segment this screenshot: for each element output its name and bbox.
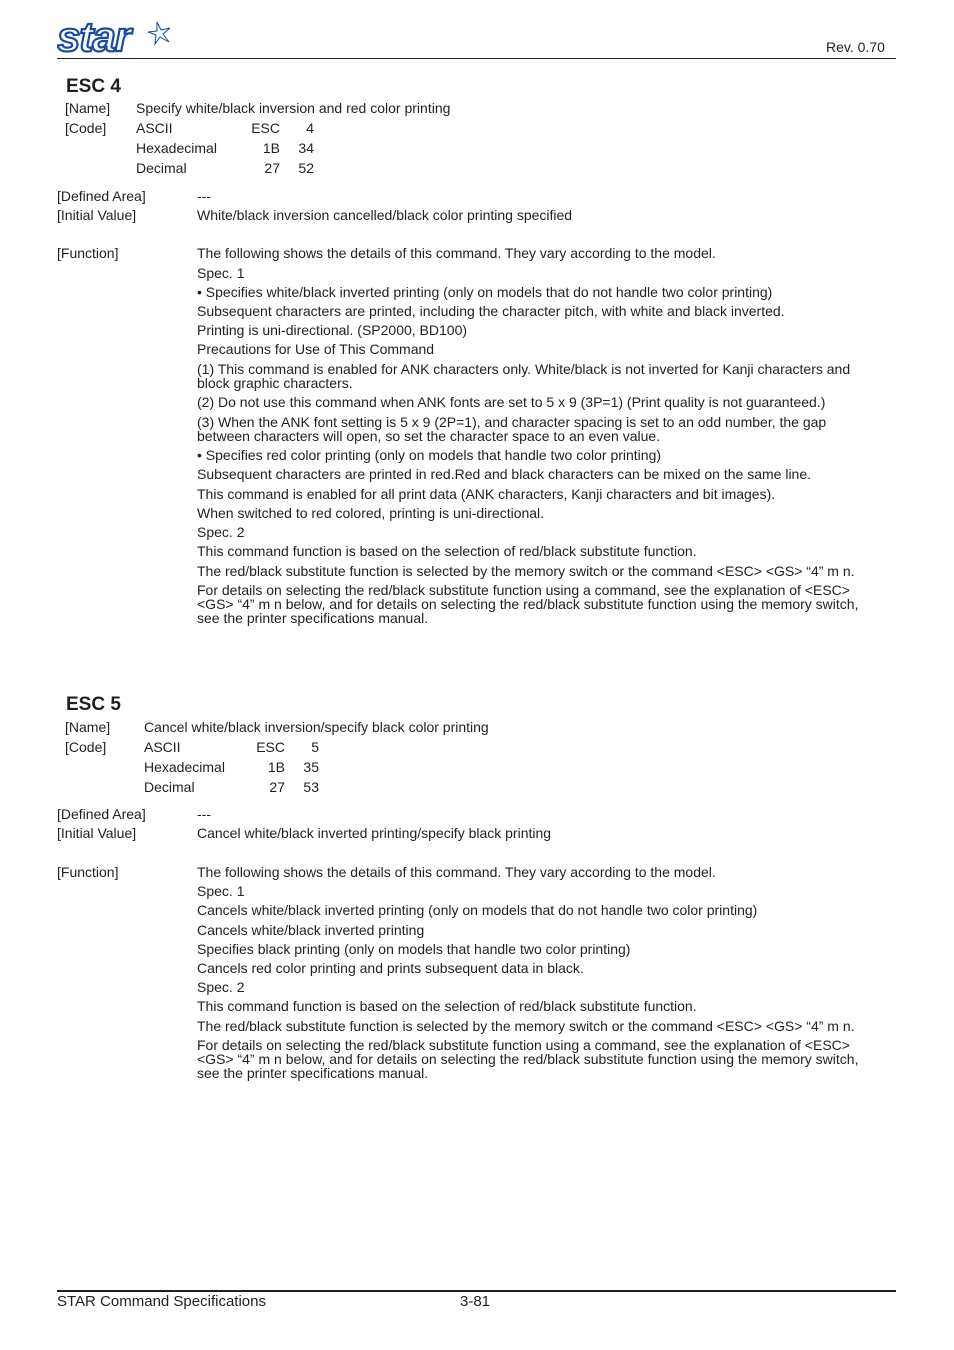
esc5-code-ascii-label: ASCII [144,739,181,755]
esc5-defined-area-value: --- [197,806,211,822]
esc5-code-dec-c1: 27 [269,779,285,795]
esc4-function-line: Subsequent characters are printed in red.Red and black characters can be mixed on the same line. [197,466,812,482]
esc5-function-line: Cancels red color printing and prints subsequent data in black. [197,960,584,976]
header-rule [57,58,896,59]
esc4-code-hex-c1: 1B [262,140,280,156]
esc4-title: ESC 4 [66,76,121,97]
revision: Rev. 0.70 [826,39,885,55]
esc4-function-label: [Function] [57,245,119,261]
esc5-code-dec-c2: 53 [303,779,319,795]
esc5-code-label: [Code] [65,739,107,755]
esc4-name-value: Specify white/black inversion and red color printing [136,100,451,116]
star-logo-text: star [57,18,131,56]
esc5-function-line: Cancels white/black inverted printing (only on models that do not handle two color printing) [197,902,758,918]
star-logo-sparkle-icon [148,22,170,44]
esc5-code-ascii-c2: 5 [311,739,319,755]
esc4-code-label: [Code] [65,120,107,136]
esc4-function-line: • Specifies white/black inverted printing (only on models that do not handle two color printing) [197,284,773,300]
esc5-initial-value-value: Cancel white/black inverted printing/specify black printing [197,825,552,841]
star-logo [57,18,175,56]
esc5-initial-value-label: [Initial Value] [57,825,137,841]
esc4-function-line: (1) This command is enabled for ANK characters only. White/black is not inverted for Kanji characters and block graphic characters. [197,361,851,391]
esc4-defined-area-label: [Defined Area] [57,188,146,204]
esc4-initial-value-label: [Initial Value] [57,207,137,223]
esc5-function-label: [Function] [57,864,119,880]
esc4-defined-area-value: --- [197,188,211,204]
esc4-function-line: Spec. 2 [197,524,245,540]
footer-rule [57,1290,896,1292]
esc4-code-ascii-label: ASCII [136,120,173,136]
esc4-function-line: (3) When the ANK font setting is 5 x 9 (2P=1), and character spacing is set to an odd number, the gap between characters will open, so set the character space to an even value. [197,414,827,444]
esc5-code-hex-label: Hexadecimal [144,759,225,775]
esc4-code-ascii-c2: 4 [306,120,314,136]
esc5-title: ESC 5 [66,694,121,715]
esc5-function-line: Specifies black printing (only on models that handle two color printing) [197,941,631,957]
esc4-function-line: (2) Do not use this command when ANK fonts are set to 5 x 9 (3P=1) (Print quality is not guaranteed.) [197,394,826,410]
esc4-name-label: [Name] [65,100,111,116]
esc4-function-line: This command function is based on the selection of red/black substitute function. [197,543,697,559]
esc4-code-dec-c1: 27 [264,160,280,176]
esc5-code-hex-c1: 1B [267,759,285,775]
esc5-function-line: For details on selecting the red/black substitute function using a command, see the explanation of <ESC> <GS> “4” m n below, and for details on selecting the red/black substitute function using the memory switch, see the printer specifications manual. [197,1037,859,1081]
esc5-function-line: The following shows the details of this command. They vary according to the model. [197,864,716,880]
esc5-function-line: Spec. 1 [197,883,245,899]
esc5-defined-area-label: [Defined Area] [57,806,146,822]
esc5-function-line: This command function is based on the selection of red/black substitute function. [197,998,697,1014]
esc5-code-ascii-c1: ESC [256,739,285,755]
esc4-code-dec-c2: 52 [298,160,314,176]
esc4-code-hex-c2: 34 [298,140,314,156]
esc5-code-hex-c2: 35 [303,759,319,775]
esc4-function-line: The following shows the details of this command. They vary according to the model. [197,245,716,261]
esc4-function-line: Precautions for Use of This Command [197,341,435,357]
esc4-function-line: When switched to red colored, printing is uni-directional. [197,505,545,521]
footer-doc-title: STAR Command Specifications [57,1293,266,1310]
esc4-function-line: For details on selecting the red/black substitute function using a command, see the explanation of <ESC> <GS> “4” m n below, and for details on selecting the red/black substitute function using the memory switch, see the printer specifications manual. [197,582,859,626]
esc4-code-hex-label: Hexadecimal [136,140,217,156]
esc4-function-line: Printing is uni-directional. (SP2000, BD100) [197,322,468,338]
esc5-function-line: Cancels white/black inverted printing [197,922,425,938]
esc5-function-line: Spec. 2 [197,979,245,995]
esc4-function-line: Spec. 1 [197,265,245,281]
esc4-function-line: This command is enabled for all print data (ANK characters, Kanji characters and bit images). [197,486,776,502]
esc4-code-dec-label: Decimal [136,160,187,176]
esc5-name-value: Cancel white/black inversion/specify black color printing [144,719,489,735]
esc4-function-line: • Specifies red color printing (only on models that handle two color printing) [197,447,662,463]
esc5-name-label: [Name] [65,719,111,735]
esc5-code-dec-label: Decimal [144,779,195,795]
esc4-function-line: Subsequent characters are printed, including the character pitch, with white and black inverted. [197,303,785,319]
esc5-function-line: The red/black substitute function is selected by the memory switch or the command <ESC> <GS> “4” m n. [197,1018,855,1034]
esc4-initial-value-value: White/black inversion cancelled/black color printing specified [197,207,573,223]
footer-page-number: 3-81 [460,1293,491,1310]
esc4-function-line: The red/black substitute function is selected by the memory switch or the command <ESC> <GS> “4” m n. [197,563,855,579]
esc4-code-ascii-c1: ESC [251,120,280,136]
